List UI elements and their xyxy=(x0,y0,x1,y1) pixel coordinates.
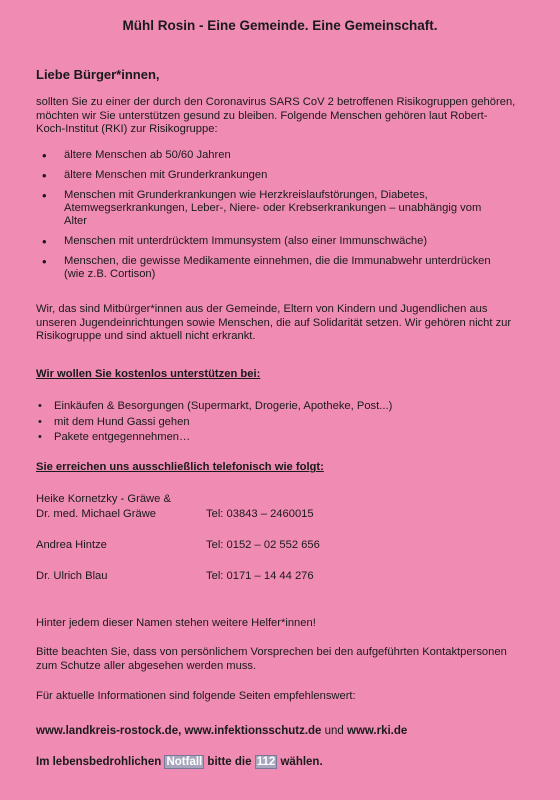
contact-row xyxy=(36,569,516,585)
help-heading: Wir wollen Sie kostenlos unterstützen bei: xyxy=(36,368,261,380)
list-item: • ältere Menschen ab 50/60 Jahren xyxy=(36,149,506,162)
risk-group-list xyxy=(36,149,506,288)
list-item: • Pakete entgegennehmen… xyxy=(36,430,506,446)
help-list xyxy=(36,399,506,446)
greeting: Liebe Bürger*innen, xyxy=(36,67,160,82)
emergency-word-highlight: Notfall xyxy=(166,756,203,768)
link-infektionsschutz: www.infektionsschutz.de xyxy=(184,725,322,737)
contact-phone: Tel: 0152 – 02 552 656 xyxy=(206,539,320,551)
list-item: • ältere Menschen mit Grunderkrankungen xyxy=(36,169,506,182)
no-visits-note: Bitte beachten Sie, dass von persönlichem Vorsprechen bei den aufgeführten Kontaktpersonen zum Schutze aller abgesehen werden muss. xyxy=(36,646,507,672)
link-landkreis: www.landkreis-rostock.de xyxy=(36,725,179,737)
contact-phone: Tel: 0171 – 14 44 276 xyxy=(206,570,314,582)
link-rki: www.rki.de xyxy=(347,725,408,737)
list-item: • Einkäufen & Besorgungen (Supermarkt, Drogerie, Apotheke, Post...) xyxy=(36,399,506,415)
info-intro: Für aktuelle Informationen sind folgende Seiten empfehlenswert: xyxy=(36,690,356,702)
list-item: • Menschen mit unterdrücktem Immunsystem (also einer Immunschwäche) xyxy=(36,235,506,248)
helpers-note: Hinter jedem dieser Namen stehen weitere Helfer*innen! xyxy=(36,617,316,629)
contact-heading: Sie erreichen uns ausschließlich telefonisch wie folgt: xyxy=(36,461,324,473)
emergency-number-highlight: 112 xyxy=(256,756,276,768)
list-item: • mit dem Hund Gassi gehen xyxy=(36,415,506,431)
page-title: Mühl Rosin - Eine Gemeinde. Eine Gemeinschaft. xyxy=(122,18,438,33)
contact-name: Andrea Hintze xyxy=(36,539,107,551)
about-us-paragraph: Wir, das sind Mitbürger*innen aus der Gemeinde, Eltern von Kindern und Jugendlichen aus unseren Jugendeinrichtungen sowie Menschen, die auf Solidarität setzen. Wir gehören nicht zur Risikogruppe und sind aktuell nicht erkrankt. xyxy=(36,303,512,342)
contact-name: Heike Kornetzky - Gräwe & Dr. med. Michael Gräwe xyxy=(36,493,171,520)
contact-name: Dr. Ulrich Blau xyxy=(36,570,108,582)
intro-paragraph: sollten Sie zu einer der durch den Coronavirus SARS CoV 2 betroffenen Risikogruppen gehören, möchten wir Sie unterstützen gesund zu bleiben. Folgende Menschen gehören laut Robert-Koch-Institut (RKI) zur Risikogruppe: xyxy=(36,96,516,135)
contact-row xyxy=(36,492,516,524)
emergency-line: Im lebensbedrohlichen Notfall bitte die 112 wählen. xyxy=(36,756,323,768)
contact-row xyxy=(36,538,516,554)
info-links: www.landkreis-rostock.de, www.infektionsschutz.de und www.rki.de xyxy=(36,725,408,737)
contact-phone: Tel: 03843 – 2460015 xyxy=(206,508,314,520)
list-item: • Menschen, die gewisse Medikamente einnehmen, die die Immunabwehr unterdrücken (wie z.B. Cortison) xyxy=(36,255,506,281)
list-item: • Menschen mit Grunderkrankungen wie Herzkreislaufstörungen, Diabetes, Atemwegserkrankungen, Leber-, Niere- oder Krebserkrankungen – unabhängig vom Alter xyxy=(36,189,506,228)
